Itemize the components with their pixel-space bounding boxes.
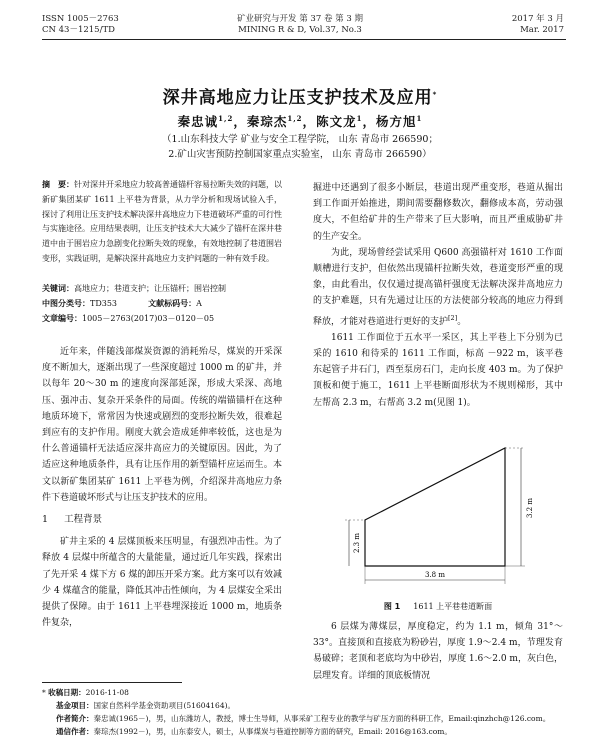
- figure-caption-number: 图 1: [383, 602, 401, 611]
- author-name: 秦琮杰: [246, 114, 288, 129]
- classification-line: [42, 297, 282, 312]
- title-text: 深井高地应力让压支护技术及应用: [162, 88, 433, 108]
- cn-number: CN 43－1215/TD: [42, 25, 115, 35]
- right-column: [313, 180, 563, 411]
- date-cn: 2017 年 3 月: [511, 14, 564, 24]
- journal-name-cn: 矿业研究与开发 第 37 卷 第 3 期: [237, 14, 363, 24]
- background-paragraph: 矿井主采的 4 层煤顶板来压明显，有强烈冲击性。为了释放 4 层煤中所蕴含的大量能量，通过近几年实践，探索出了先开采 4 煤下方 6 煤的卸压开采方案。此方案可以有效减少 4 煤蕴含的能量，降低其冲击性倾向，为 4 层煤安全采出提供了保障。由于 1611 上平巷埋深接近 1000 m，地质条件复杂，: [42, 537, 282, 629]
- footnote-star: *: [42, 688, 46, 697]
- support-tail: 。: [457, 316, 467, 327]
- figure-1-cross-section: [335, 438, 555, 598]
- right-column-lower: [313, 619, 563, 684]
- author-name: 杨方旭: [375, 114, 417, 129]
- section-number: 1: [42, 514, 49, 526]
- figure-caption-text: 1611 上平巷巷道断面: [413, 602, 493, 611]
- footnotes: [42, 686, 566, 738]
- journal-block: [0, 14, 600, 36]
- received-label: 收稿日期：: [48, 688, 86, 697]
- author-separator: ，: [302, 114, 317, 129]
- received-line: [42, 686, 566, 699]
- abstract: [42, 178, 282, 282]
- corresponding-line: [42, 725, 566, 738]
- fund-line: [42, 699, 566, 712]
- class-label: 中图分类号：: [42, 298, 90, 308]
- keywords-text: 高地应力；巷道支护；让压锚杆；围岩控制: [74, 284, 226, 293]
- support-text: 为此，现场曾经尝试采用 Q600 高强锚杆对 1610 工作面顺槽进行支护，但依然出现锚杆拉断失效，巷道变形严重的现象，由此看出，仅仅通过提高锚杆强度无法解决深井高地应力的支护难题，只有先通过让压的方法使部分较高的地应力得到释放，才能对巷道进行更好的支护: [313, 247, 563, 327]
- author-name: 陈文龙: [316, 114, 357, 129]
- date-en: Mar. 2017: [520, 25, 564, 35]
- continued-paragraph: 掘进中还遇到了很多小断层，巷道出现严重变形，巷道从掘出到工作面开始推进，期间需要翻修数次，翻修成本高，劳动强度大，不但给矿井的生产带来了巨大影响，而且严重威胁矿井的生产安全。: [313, 183, 563, 242]
- keywords-label: 关键词：: [42, 284, 74, 293]
- abstract-block: [42, 178, 282, 326]
- affiliation-2: 2.矿山灾害预防控制国家重点实验室， 山东 青岛市 266590）: [168, 149, 432, 160]
- title-star: *: [432, 90, 438, 99]
- intro-paragraph: 近年来，伴随浅部煤炭资源的消耗殆尽，煤炭的开采深度不断加大，逐渐出现了一些深度超过 1000 m 的矿井，并以每年 20～30 m 的速度向深部延深，形成大采深、高地压、强冲击、复杂开采条件的局面。传统的端锚锚杆在这种地质环境下，常常因为快速或剧烈的变形拉断失效，很难起到应有的支护作用。刚度大就会造成延伸率较低，这也是为什么普通锚杆无法适应深井高应力的关键原因。因此，为了适应这种地质条件，具有让压作用的新型锚杆应运而生。本文以新矿集团某矿 1611 上平巷为例，介绍深井高地应力条件下巷道破坏形式与让压支护技术的应用。: [42, 347, 282, 503]
- fund-text: 国家自然科学基金资助项目(51604164)。: [93, 701, 236, 710]
- section-title: 工程背景: [64, 514, 103, 526]
- coal-seam-paragraph: 6 层煤为薄煤层，厚度稳定，约为 1.1 m，倾角 31°～33°。直接顶和直接底为粉砂岩，厚度 1.9～2.4 m，节理发育易破碎；老顶和老底均为中砂岩，厚度 1.6～2.0 m，灰白色，层理发育。详细的顶底板情况: [313, 622, 563, 681]
- doc-label: 文献标码号：: [148, 298, 197, 308]
- header-rule: [42, 39, 566, 40]
- issn: ISSN 1005－2763: [42, 14, 119, 24]
- abstract-text: 针对深井开采地应力较高普通锚杆容易拉断失效的问题，以新矿集团某矿 1611 上平巷为背景，从力学分析和现场试验入手，探讨了利用让压支护技术解决深井高地应力下巷道破坏严重的可行性与实施途径。应用结果表明，让压支护技术大大减少了锚杆在深井巷道中由于围岩应力急剧变化拉断失效的现象，有效地控制了巷道围岩变形，实践证明，是解决深井高地应力支护问题的一种有效手段。: [42, 180, 282, 263]
- article-id: [42, 312, 282, 327]
- author-sup: 1: [356, 113, 363, 123]
- author-separator: ，: [362, 114, 376, 129]
- class-value: TD353: [90, 298, 118, 308]
- roadway-outline: [365, 448, 505, 566]
- workface-paragraph: 1611 工作面位于五水平一采区，其上平巷上下分别为已采的 1610 和待采的 1611 工作面，标高 －922 m，该平巷东起管子井石门，西至泵房石门，走向长度 403 m。为了保护顶板和便于施工，1611 上平巷断面形状为不规则梯形，其中左帮高 2.3 m，右帮高 3.2 m(见图 1)。: [313, 332, 563, 408]
- author-sup: 1,2: [218, 113, 234, 123]
- author-sup: 1: [416, 113, 423, 123]
- author-name: 秦忠诚: [177, 114, 219, 129]
- author-bio-text: 秦忠诚(1965－)，男，山东潍坊人，教授，博士生导师，从事采矿工程专业的教学与矿压方面的科研工作，Email:qinzhch@126.com。: [93, 714, 551, 723]
- corresponding-text: 秦琮杰(1992－)，男，山东泰安人，硕士，从事煤炭与巷道控制等方面的研究，Email: 2016@163.com。: [93, 727, 452, 736]
- corresponding-label: 通信作者：: [56, 727, 94, 736]
- fund-label: 基金项目：: [56, 701, 94, 710]
- doc-value: A: [196, 298, 202, 308]
- section-heading: [42, 512, 282, 528]
- right-height-label: 3.2 m: [526, 498, 534, 518]
- footnote-rule: [42, 682, 182, 683]
- support-paragraph: [313, 245, 563, 330]
- received-date: 2016-11-08: [85, 688, 129, 697]
- author-bio-label: 作者简介：: [56, 714, 94, 723]
- article-id-value: 1005－2763(2017)03－0120－05: [82, 313, 215, 323]
- width-label: 3.8 m: [425, 571, 445, 579]
- author-sup: 1,2: [287, 113, 303, 123]
- abstract-label: 摘 要：: [42, 180, 74, 189]
- journal-name-en: MINING R & D, Vol.37, No.3: [238, 25, 362, 35]
- author-separator: ，: [233, 114, 247, 129]
- keywords: [42, 282, 282, 297]
- article-id-label: 文章编号：: [42, 313, 82, 323]
- figure-caption: [313, 601, 563, 612]
- paper-title: [0, 83, 600, 108]
- author-bio-line: [42, 712, 566, 725]
- author-list: [0, 112, 600, 130]
- affiliation-1: （1.山东科技大学 矿业与安全工程学院， 山东 青岛市 266590；: [162, 134, 438, 145]
- left-height-label: 2.3 m: [353, 533, 361, 553]
- date-block: [512, 14, 564, 36]
- left-column: [42, 344, 282, 631]
- citation-mark: [2]: [448, 313, 458, 322]
